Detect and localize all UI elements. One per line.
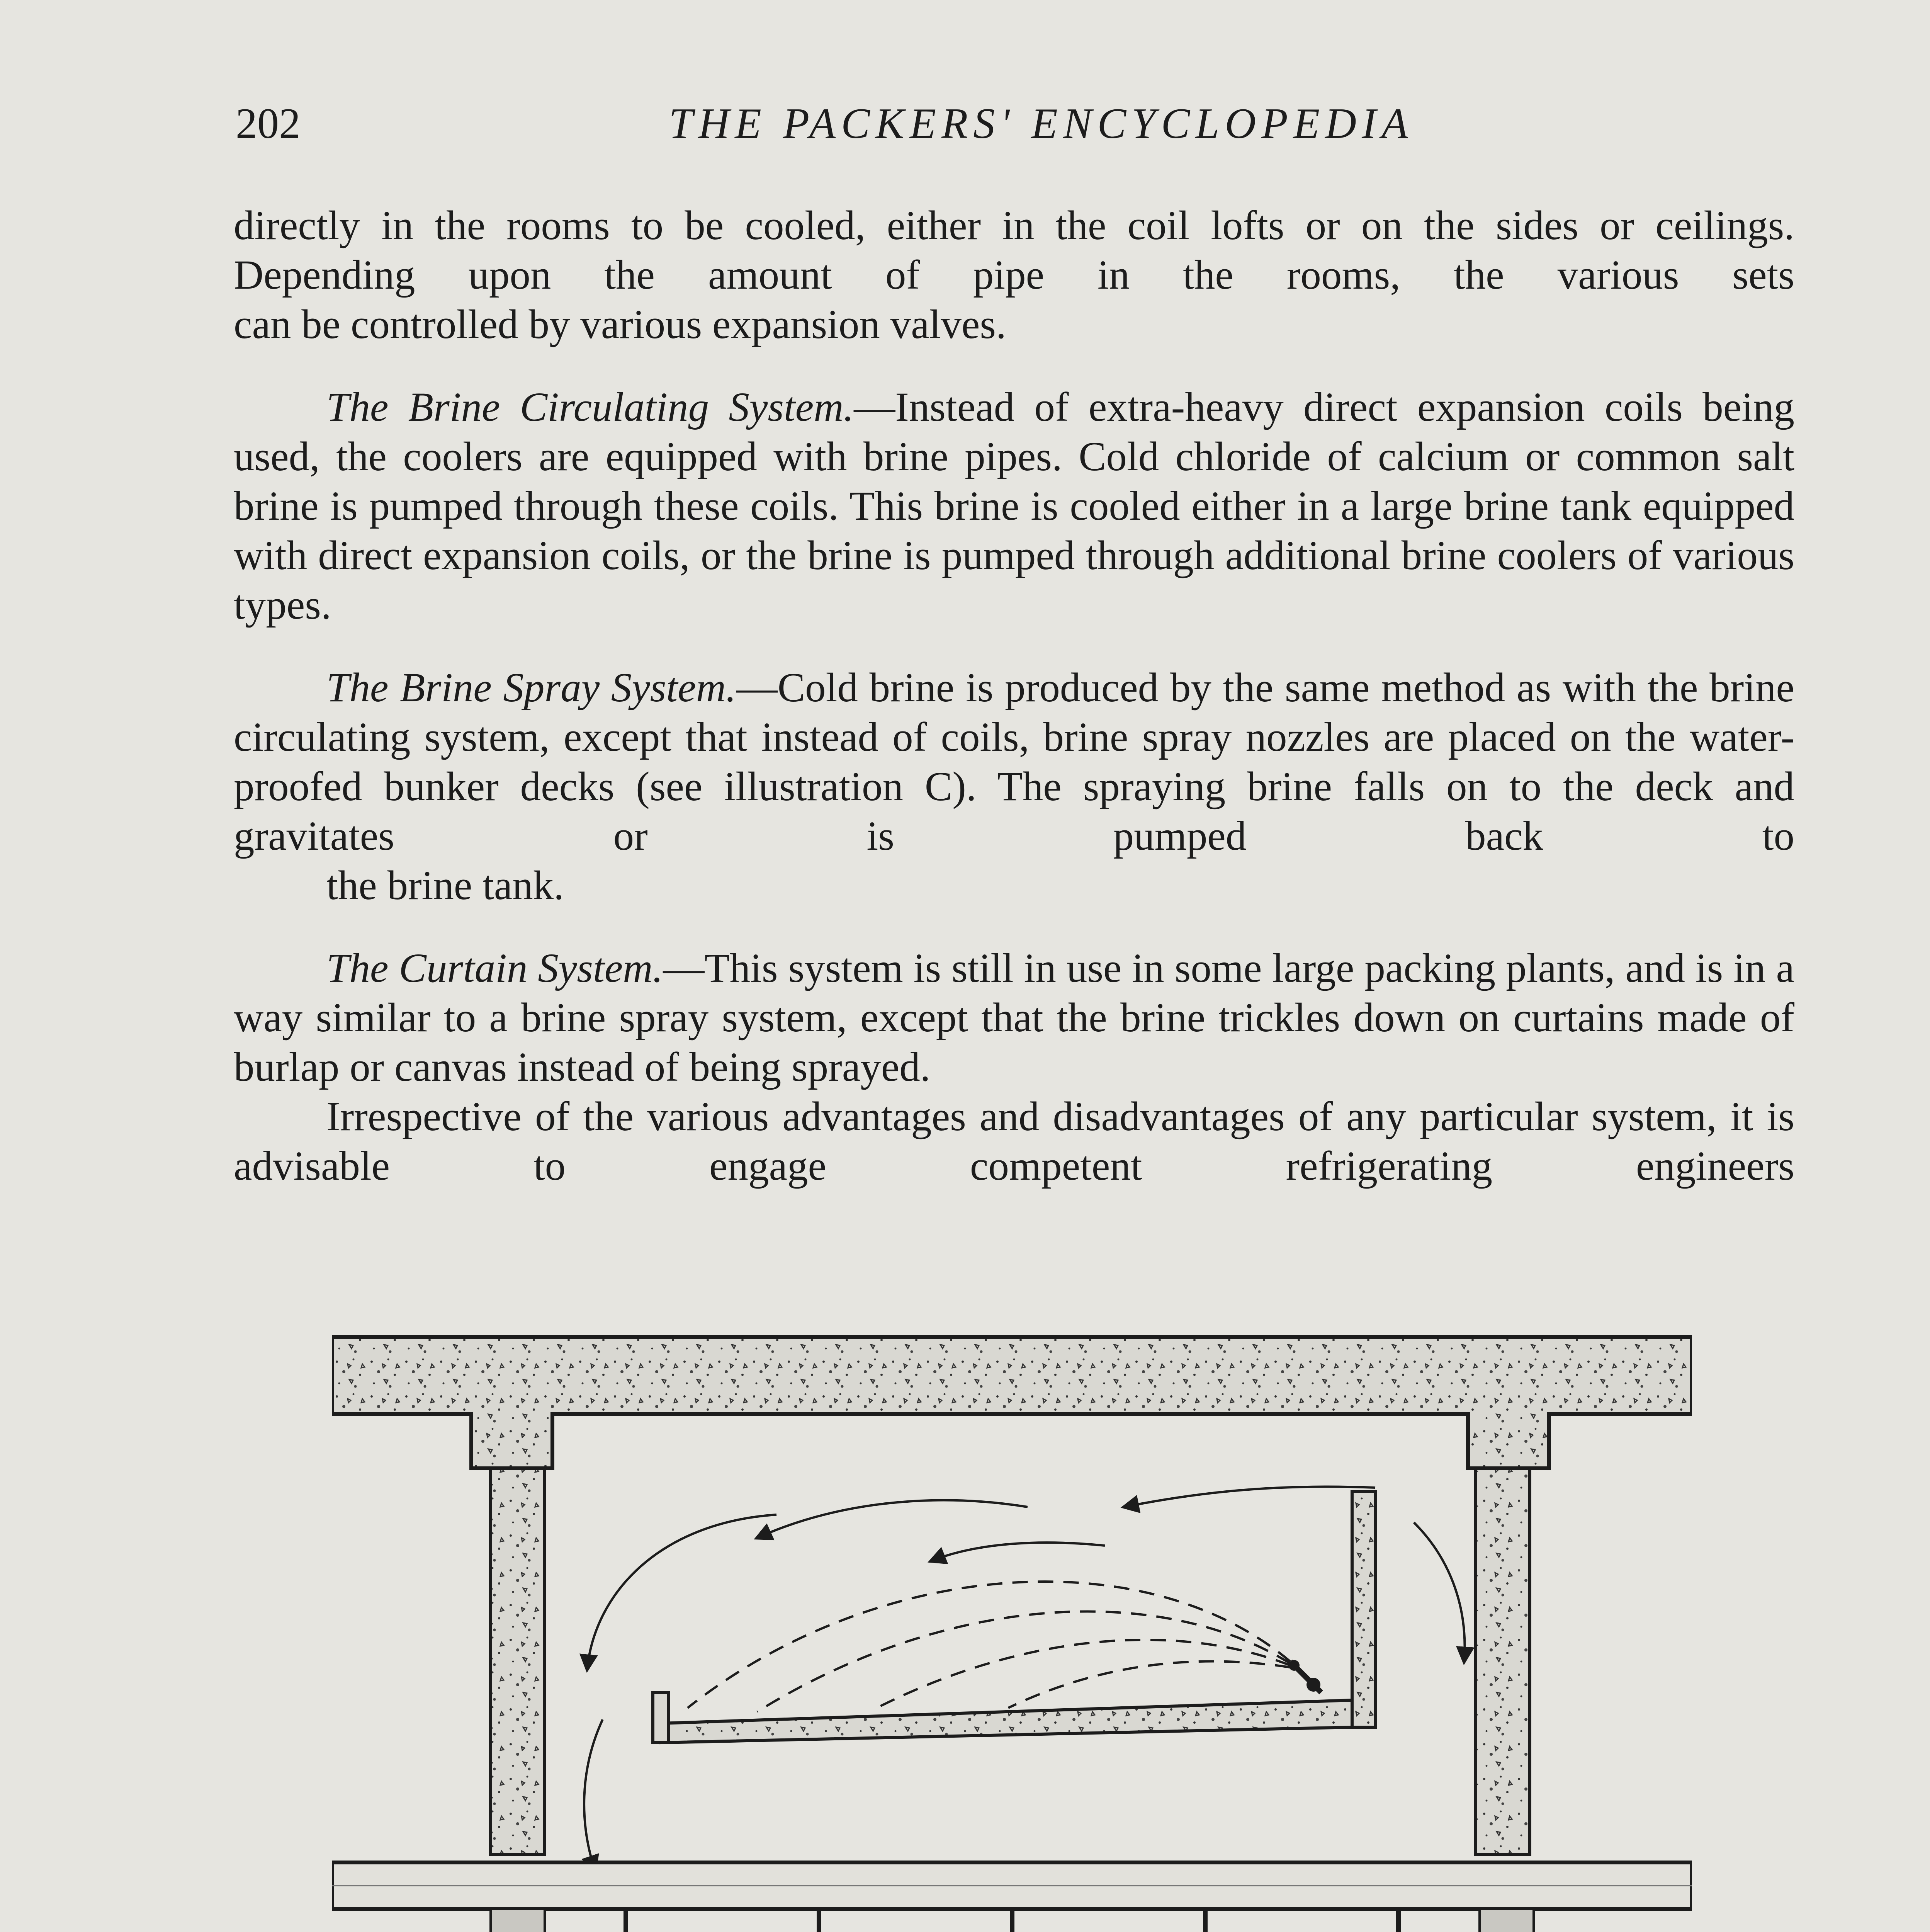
spray-nozzle (1289, 1660, 1321, 1692)
paragraph-curtain (234, 944, 1794, 1092)
upper-airflow-arrows (584, 1486, 1464, 1870)
paragraph-3-last-line: the brine tank. (326, 863, 564, 908)
paragraph-4-text: —This system is still in use in some large packing plants, and is in a way similar to a brine spray system, except that the brine trickles down on curtains made of burlap or canvas instead of being sprayed. (234, 946, 1794, 1090)
paragraph-5-text: Irrespective of the various advantages and disadvantages of any particular system, it is advisable to engage competent refrigerating engineers (234, 1094, 1794, 1189)
paragraph-3-heading: The Brine Spray System. (326, 665, 736, 711)
paragraph-brine-circulating (234, 383, 1794, 630)
spray-arcs (688, 1582, 1290, 1712)
paragraph-2-heading: The Brine Circulating System. (326, 384, 854, 430)
running-title: THE PACKERS' ENCYCLOPEDIA (669, 100, 1414, 148)
upper-right-wall (1476, 1468, 1530, 1855)
paragraph-2-text: —Instead of extra-heavy direct expansion coils being used, the coolers are equipped with brine pipes. Cold chloride of calcium or common salt brine is pumped through these coils. This brine is cooled either in a large brine tank equipped with direct expansion coils, or the brine is pumped through additional brine coolers of various types. (234, 384, 1794, 628)
deck-lip-left (653, 1692, 668, 1743)
bunker-deck (661, 1700, 1352, 1743)
brine-spray-illustration (332, 1321, 1692, 1932)
paragraph-3-text: —Cold brine is produced by the same method as with the brine circulating system, except that instead of coils, brine spray nozzles are placed on the water-proofed bunker decks (see illustration C). The spraying brine falls on to the deck and gravitates or is pumped back to (234, 665, 1794, 859)
paragraph-1-text: directly in the rooms to be cooled, either in the coil lofts or on the sides or ceilings. Depending upon the amount of pipe in the rooms, the various sets (234, 203, 1794, 298)
ceiling-slab (332, 1337, 1692, 1468)
paragraph-4-heading: The Curtain System. (326, 946, 663, 991)
paragraph-1-last-line: can be controlled by various expansion valves. (234, 302, 1006, 347)
brine-spray-figure (332, 1321, 1692, 1932)
right-post-cap (1480, 1909, 1534, 1932)
paragraph-brine-spray (234, 663, 1794, 910)
page-number: 202 (236, 100, 301, 148)
paragraph-5 (234, 1092, 1794, 1191)
deck-back-wall (1352, 1492, 1375, 1727)
paragraph-1 (234, 201, 1794, 349)
upper-left-wall (491, 1468, 545, 1855)
page-header (232, 95, 1796, 153)
meat-hooks (603, 1909, 1398, 1932)
body-text (234, 201, 1794, 1191)
left-post-cap (491, 1909, 545, 1932)
